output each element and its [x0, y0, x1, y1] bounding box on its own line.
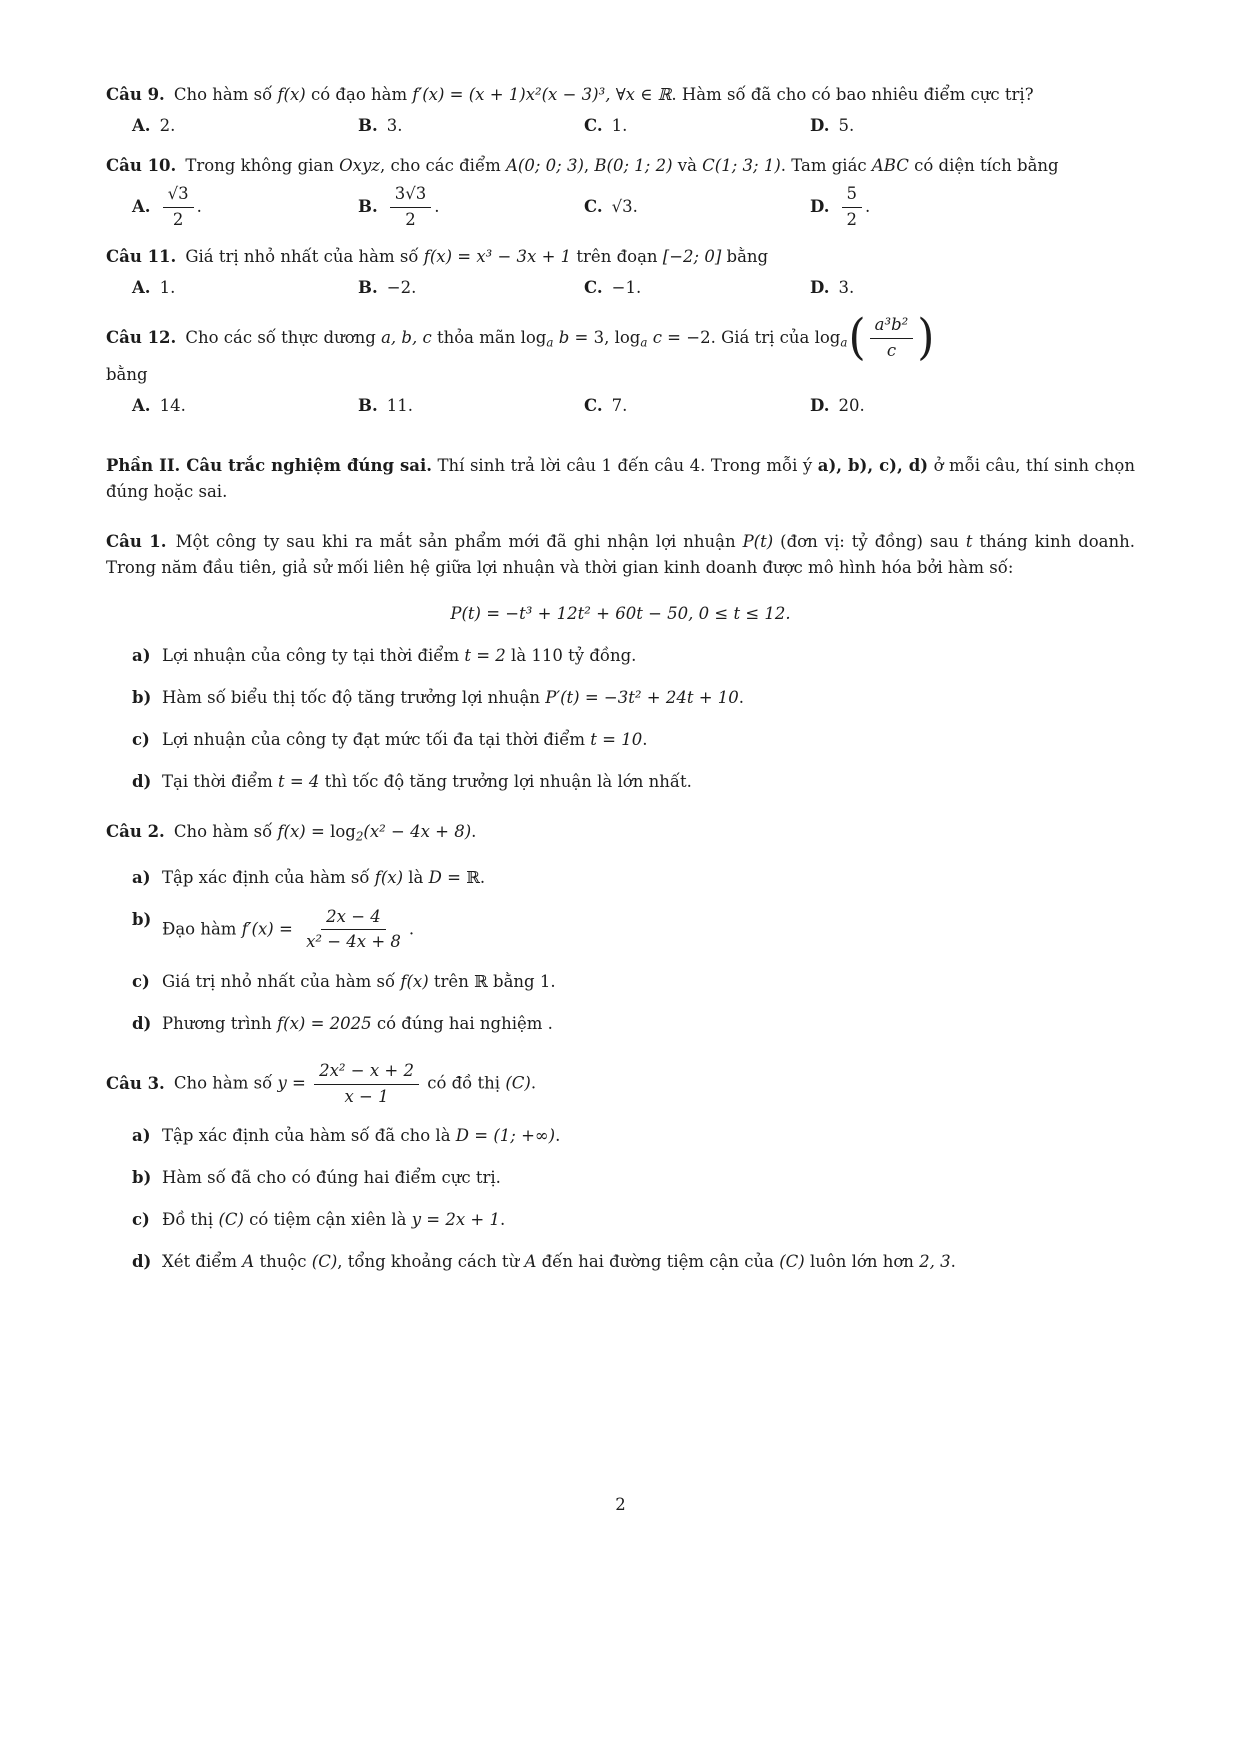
option-suffix: .	[865, 197, 871, 217]
option-letter: B.	[358, 278, 378, 298]
statement-body: Xét điểm A thuộc (C), tổng khoảng cách từ A đến hai đường tiệm cận của (C) luôn lớn hơn 2, 3.	[162, 1252, 956, 1272]
fraction	[842, 184, 863, 230]
option-letter: B.	[358, 395, 378, 415]
option-letter: A.	[132, 278, 151, 298]
question-9-option-d	[784, 113, 1010, 139]
statement-body: Lợi nhuận của công ty tại thời điểm t = 2 là 110 tỷ đồng.	[162, 645, 637, 665]
option-value: 11.	[386, 395, 414, 415]
statement-key: a)	[132, 1126, 151, 1146]
option-letter: C.	[584, 197, 603, 217]
question-10-option-a	[106, 184, 332, 230]
option-value: √3.	[611, 197, 638, 217]
fraction	[301, 907, 406, 953]
question-II-3-text	[106, 1061, 1135, 1107]
question-12-options	[106, 393, 1135, 419]
option-letter: A.	[132, 116, 151, 135]
option-value: 3.	[386, 116, 403, 135]
option-suffix: .	[196, 197, 202, 217]
open-paren: (	[848, 309, 866, 366]
question-11-option-b	[332, 275, 558, 301]
statement-body	[162, 907, 1135, 953]
option-letter: C.	[584, 278, 603, 298]
close-paren: )	[917, 309, 935, 366]
fraction-denominator: x − 1	[344, 1086, 389, 1106]
question-9-option-b	[332, 113, 558, 139]
option-letter: A.	[132, 197, 151, 217]
question-II-3	[106, 1061, 1135, 1275]
statement-body: Giá trị nhỏ nhất của hàm số f(x) trên ℝ bằng 1.	[162, 972, 556, 992]
option-suffix: .	[434, 197, 440, 217]
option-value: −2.	[386, 278, 417, 298]
fraction-denominator: x² − 4x + 8	[306, 932, 401, 952]
statement-key: d)	[132, 1014, 152, 1034]
statement-key: d)	[132, 771, 152, 791]
question-9-options	[106, 113, 1135, 139]
option-value: −1.	[611, 278, 642, 298]
statement-II-2-c	[132, 969, 1135, 995]
question-12-option-b	[332, 393, 558, 419]
part-2-heading: Phần II. Câu trắc nghiệm đúng sai. Thí sinh trả lời câu 1 đến câu 4. Trong mỗi ý a), b), c), d) ở mỗi câu, thí sinh chọn đúng hoặc sai.	[106, 455, 1135, 501]
question-11-body: Giá trị nhỏ nhất của hàm số f(x) = x³ − 3x + 1 trên đoạn [−2; 0] bằng	[185, 247, 769, 267]
question-10	[106, 153, 1135, 230]
fraction	[314, 1061, 419, 1107]
statement-II-1-a	[132, 643, 1135, 669]
fraction-denominator: 2	[172, 209, 184, 229]
statement-body: Lợi nhuận của công ty đạt mức tối đa tại thời điểm t = 10.	[162, 729, 648, 749]
statement-body: Hàm số biểu thị tốc độ tăng trưởng lợi nhuận P′(t) = −3t² + 24t + 10.	[162, 687, 745, 707]
option-letter: D.	[810, 395, 830, 415]
statement-key: a)	[132, 645, 151, 665]
option-letter: D.	[810, 278, 830, 298]
statement-key: b)	[132, 1168, 152, 1188]
statement-II-1-c	[132, 727, 1135, 753]
question-II-1	[106, 529, 1135, 795]
statement-key: d)	[132, 1252, 152, 1272]
statement-key: a)	[132, 867, 151, 887]
option-letter: A.	[132, 395, 151, 415]
statement-body: Đồ thị (C) có tiệm cận xiên là y = 2x + 1.	[162, 1210, 506, 1230]
fraction-numerator: √3	[163, 184, 194, 208]
question-10-label: Câu 10.	[106, 156, 177, 175]
question-10-body: Trong không gian Oxyz, cho các điểm A(0; 0; 3), B(0; 1; 2) và C(1; 3; 1). Tam giác ABC có diện tích bằng	[185, 156, 1059, 175]
profit-equation: P(t) = −t³ + 12t² + 60t − 50, 0 ≤ t ≤ 12.	[450, 603, 791, 623]
statement-II-1-d	[132, 769, 1135, 795]
statement-II-3-c	[132, 1207, 1135, 1233]
question-9	[106, 82, 1135, 139]
question-10-text	[106, 153, 1135, 179]
question-9-option-c	[558, 113, 784, 139]
question-12-label: Câu 12.	[106, 327, 177, 347]
question-12-text	[106, 309, 1135, 366]
question-12-body: Cho các số thực dương a, b, c thỏa mãn $\log_a b = 3$, $\log_a c = -2$. Giá trị của $\log_a$	[185, 327, 848, 350]
question-12	[106, 309, 1135, 418]
option-letter: B.	[358, 197, 378, 217]
option-value: 7.	[611, 395, 628, 415]
statement-II-2-b-suffix: .	[408, 919, 415, 939]
page-number: 2	[615, 1495, 626, 1514]
question-11	[106, 244, 1135, 301]
question-II-3-pre: Cho hàm số y =	[173, 1073, 312, 1093]
option-value: 5.	[838, 116, 855, 135]
fraction-numerator: 3√3	[390, 184, 432, 208]
statement-body: Hàm số đã cho có đúng hai điểm cực trị.	[162, 1168, 501, 1188]
statement-key: b)	[132, 687, 152, 707]
statement-II-3-b	[132, 1165, 1135, 1191]
option-value: 20.	[838, 395, 865, 415]
question-11-label: Câu 11.	[106, 247, 177, 267]
option-letter: C.	[584, 395, 603, 415]
question-II-2-body: Cho hàm số $f(x) = \log_2(x^2 - 4x + 8)$.	[173, 821, 477, 843]
option-value: 14.	[159, 395, 186, 415]
statement-body: Tập xác định của hàm số đã cho là D = (1; +∞).	[162, 1126, 561, 1146]
statement-II-3-a	[132, 1123, 1135, 1149]
question-11-option-a	[106, 275, 332, 301]
fraction-numerator: 5	[842, 184, 863, 208]
fraction-numerator: 2x − 4	[321, 907, 386, 931]
fraction	[163, 184, 194, 230]
option-letter: D.	[810, 116, 830, 135]
fraction	[870, 315, 914, 361]
question-10-option-c	[558, 194, 784, 220]
question-9-text	[106, 82, 1135, 108]
question-10-options	[106, 184, 1135, 230]
question-II-3-label: Câu 3.	[106, 1073, 165, 1093]
question-12-tail: bằng	[106, 364, 148, 384]
option-value: 1.	[159, 278, 176, 298]
option-letter: D.	[810, 197, 830, 217]
fraction	[390, 184, 432, 230]
question-11-option-d	[784, 275, 1010, 301]
question-10-option-d	[784, 184, 1010, 230]
statement-key: c)	[132, 729, 150, 749]
fraction-numerator: a³b²	[870, 315, 914, 339]
option-letter: B.	[358, 116, 378, 135]
question-9-body: Cho hàm số f(x) có đạo hàm f′(x) = (x + 1)x²(x − 3)³, ∀x ∈ ℝ. Hàm số đã cho có bao nhiêu điểm cực trị?	[173, 85, 1034, 104]
question-II-3-post: có đồ thị (C).	[421, 1073, 537, 1093]
question-11-option-c	[558, 275, 784, 301]
option-value: 1.	[611, 116, 628, 135]
statement-II-2-d	[132, 1011, 1135, 1037]
question-12-option-a	[106, 393, 332, 419]
fraction-denominator: 2	[846, 209, 858, 229]
statement-key: b)	[132, 909, 152, 929]
statement-body: Phương trình f(x) = 2025 có đúng hai nghiệm .	[162, 1014, 553, 1034]
question-11-options	[106, 275, 1135, 301]
statement-II-2-b	[132, 907, 1135, 953]
option-value: 3.	[838, 278, 855, 298]
statement-key: c)	[132, 972, 150, 992]
statement-II-3-d	[132, 1249, 1135, 1275]
question-II-1-text	[106, 529, 1135, 581]
statement-body: Tập xác định của hàm số f(x) là D = ℝ.	[162, 867, 486, 887]
question-II-2	[106, 819, 1135, 1038]
question-II-2-text	[106, 819, 1135, 849]
fraction-denominator: 2	[405, 209, 416, 229]
statement-II-2-a	[132, 865, 1135, 891]
question-II-2-label: Câu 2.	[106, 821, 165, 841]
option-value: 2.	[159, 116, 176, 135]
question-11-text	[106, 244, 1135, 270]
question-12-option-c	[558, 393, 784, 419]
statement-II-1-b	[132, 685, 1135, 711]
statement-key: c)	[132, 1210, 150, 1230]
statement-body: Tại thời điểm t = 4 thì tốc độ tăng trưởng lợi nhuận là lớn nhất.	[162, 771, 692, 791]
question-10-option-b	[332, 184, 558, 230]
question-9-label: Câu 9.	[106, 85, 165, 104]
fraction-denominator: c	[886, 340, 897, 360]
statement-II-2-b-pre: Đạo hàm f′(x) =	[162, 919, 299, 939]
option-letter: C.	[584, 116, 603, 135]
question-9-option-a	[106, 113, 332, 139]
fraction-numerator: 2x² − x + 2	[314, 1061, 419, 1085]
question-II-1-label: Câu 1.	[106, 531, 167, 551]
question-12-option-d	[784, 393, 1010, 419]
question-II-1-body: Một công ty sau khi ra mắt sản phẩm mới đã ghi nhận lợi nhuận P(t) (đơn vị: tỷ đồng) sau t tháng kinh doanh. Trong năm đầu tiên, giả sử mối liên hệ giữa lợi nhuận và thời gian kinh doanh được mô hình hóa bởi hàm số:	[106, 531, 1135, 577]
